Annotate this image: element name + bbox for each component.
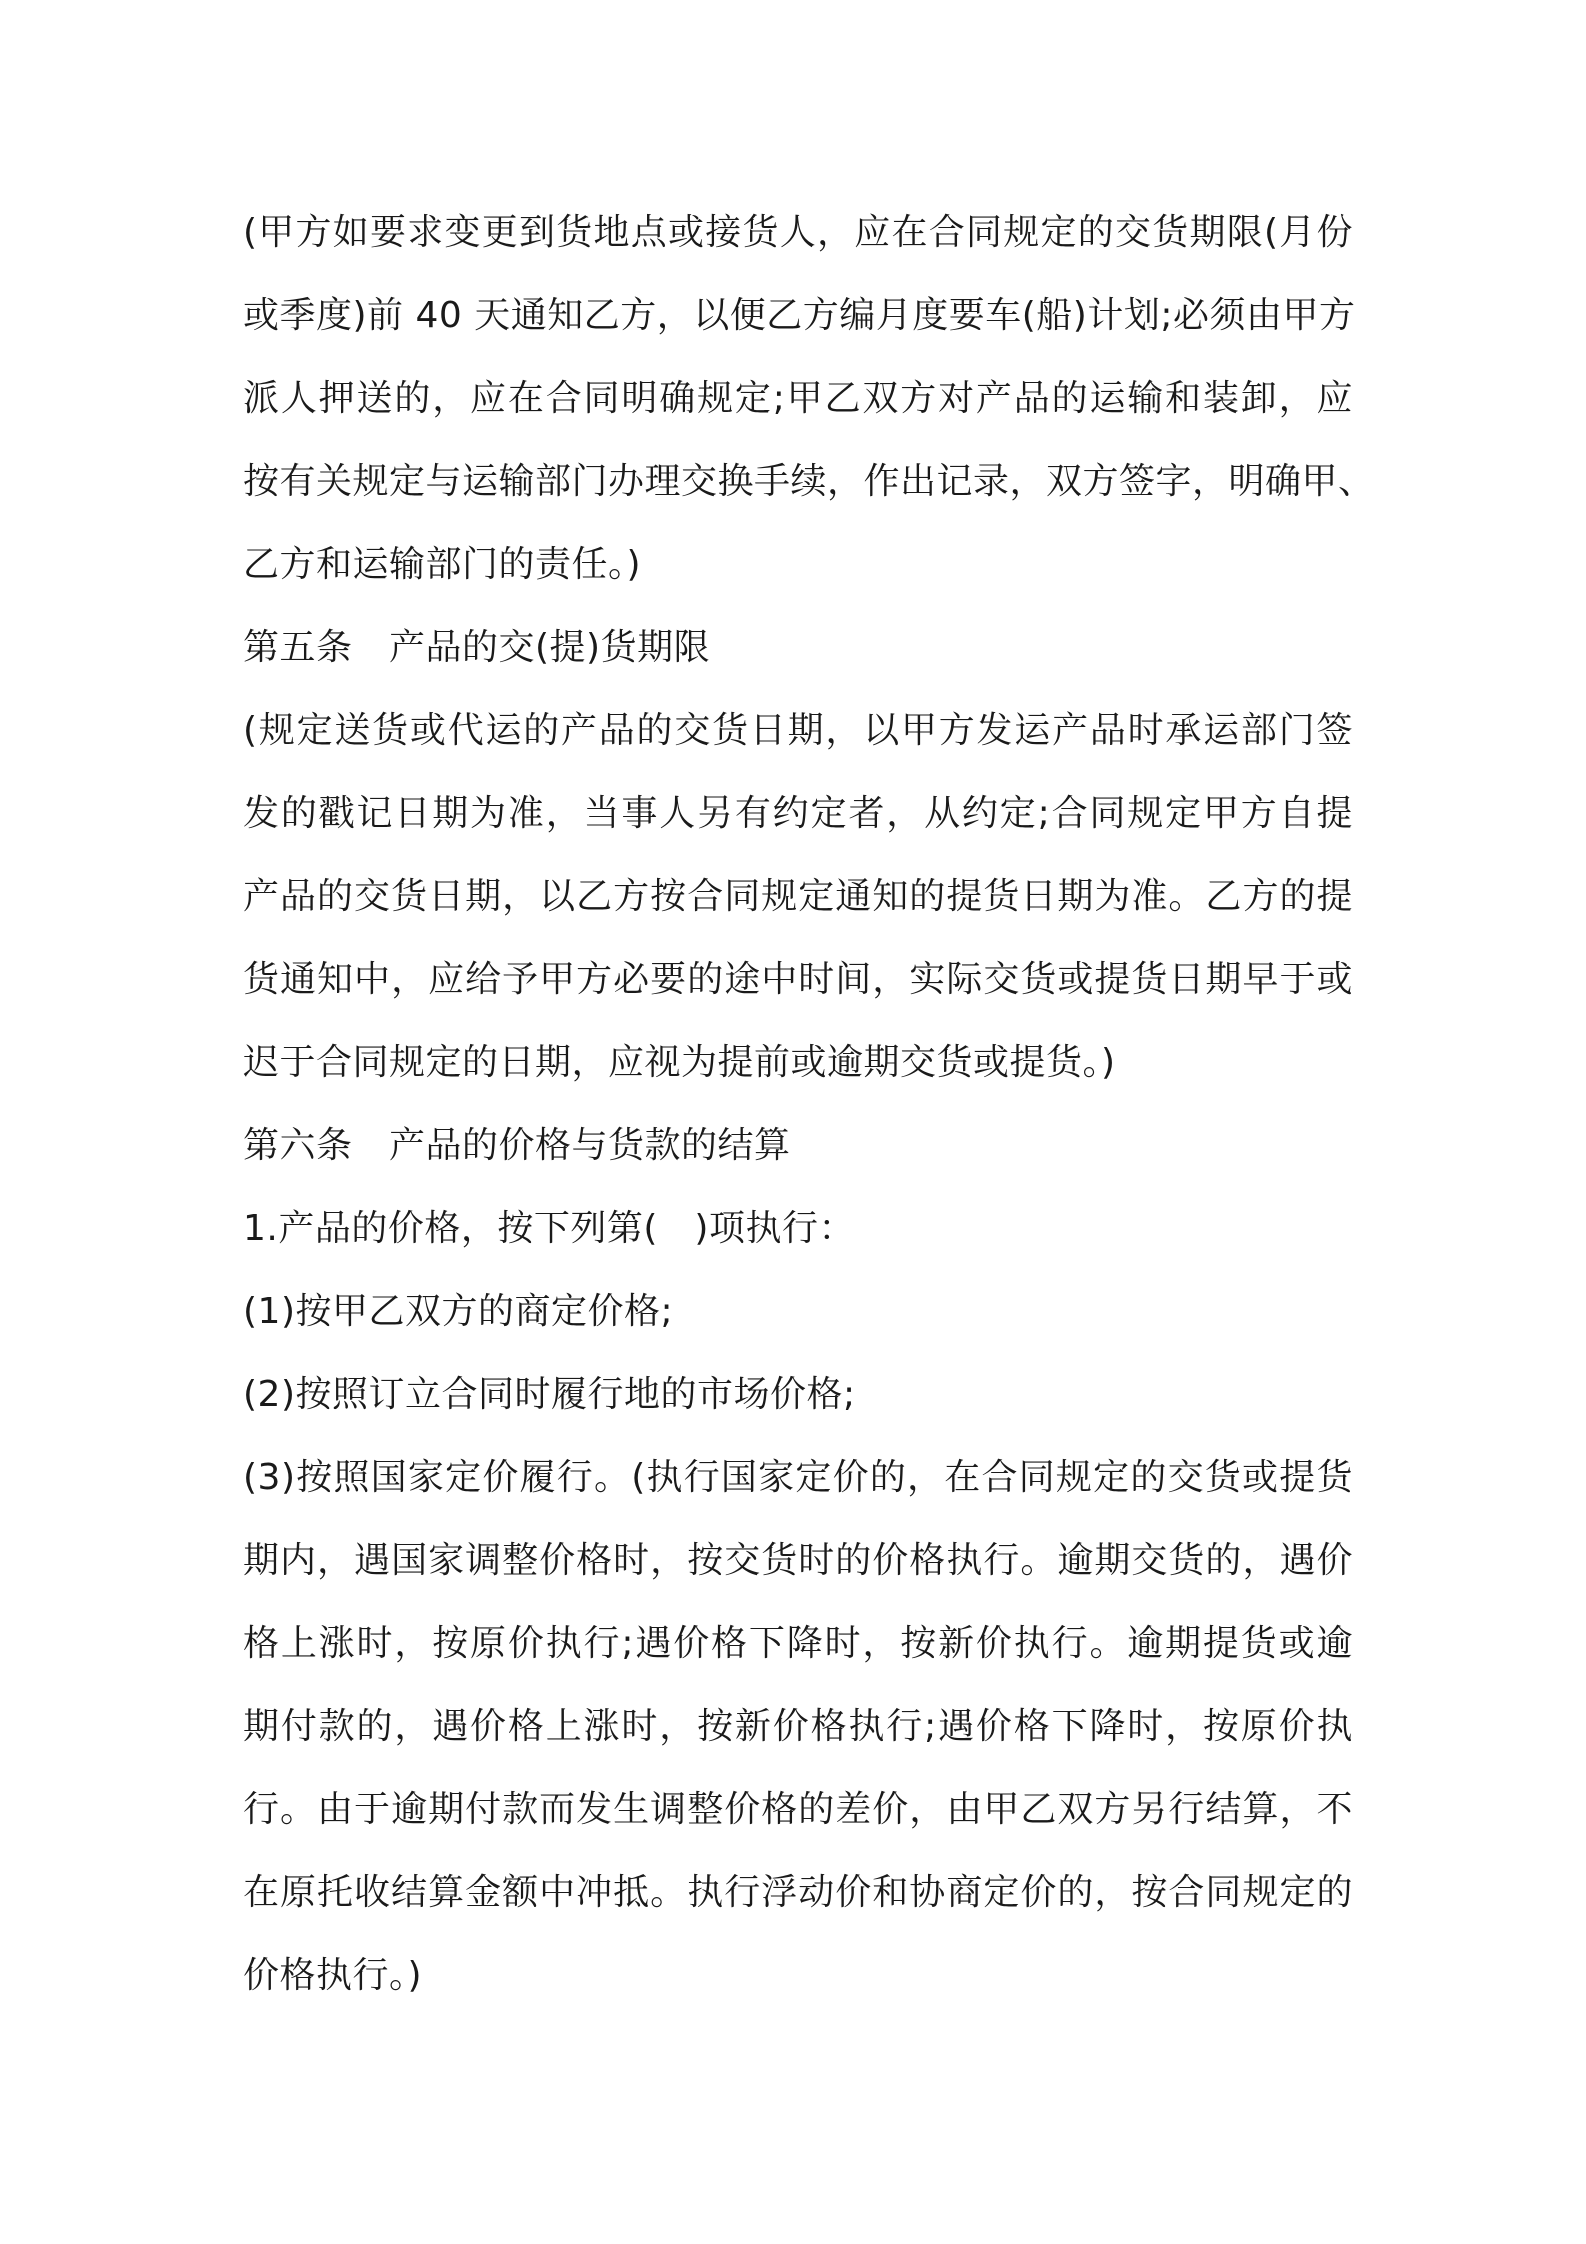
text-line: 按有关规定与运输部门办理交换手续，作出记录，双方签字，明确甲、 bbox=[243, 461, 1375, 502]
text-line: 货通知中，应给予甲方必要的途中时间，实际交货或提货日期早于或 bbox=[243, 959, 1353, 1000]
option-1-text: (1)按甲乙双方的商定价格; bbox=[243, 1291, 674, 1332]
article-5-heading: 第五条 产品的交(提)货期限 bbox=[243, 627, 711, 668]
text-line: 期内，遇国家调整价格时，按交货时的价格执行。逾期交货的，遇价 bbox=[243, 1540, 1353, 1581]
text-line: 或季度)前 40 天通知乙方，以便乙方编月度要车(船)计划;必须由甲方 bbox=[243, 295, 1356, 336]
text-line: 价格执行。) bbox=[243, 1955, 423, 1996]
text-line: 迟于合同规定的日期，应视为提前或逾期交货或提货。) bbox=[243, 1042, 1116, 1083]
contract-text bbox=[243, 203, 1375, 2029]
text-line: 期付款的，遇价格上涨时，按新价格执行;遇价格下降时，按原价执 bbox=[243, 1706, 1353, 1747]
text-line: 发的戳记日期为准，当事人另有约定者，从约定;合同规定甲方自提 bbox=[243, 793, 1353, 834]
clause-1-text: 1.产品的价格，按下列第( )项执行： bbox=[243, 1208, 855, 1249]
text-line: 产品的交货日期，以乙方按合同规定通知的提货日期为准。乙方的提 bbox=[243, 876, 1353, 917]
text-line: 乙方和运输部门的责任。) bbox=[243, 544, 642, 585]
text-line: (规定送货或代运的产品的交货日期，以甲方发运产品时承运部门签 bbox=[243, 710, 1353, 751]
text-line: (甲方如要求变更到货地点或接货人，应在合同规定的交货期限(月份 bbox=[243, 212, 1353, 253]
option-3-text: (3)按照国家定价履行。(执行国家定价的，在合同规定的交货或提货 bbox=[243, 1457, 1353, 1498]
article-6-heading: 第六条 产品的价格与货款的结算 bbox=[243, 1125, 791, 1166]
text-line: 格上涨时，按原价执行;遇价格下降时，按新价执行。逾期提货或逾 bbox=[243, 1623, 1353, 1664]
option-2-text: (2)按照订立合同时履行地的市场价格; bbox=[243, 1374, 856, 1415]
text-line: 在原托收结算金额中冲抵。执行浮动价和协商定价的，按合同规定的 bbox=[243, 1872, 1353, 1913]
text-line: 派人押送的，应在合同明确规定;甲乙双方对产品的运输和装卸，应 bbox=[243, 378, 1353, 419]
text-line: 行。由于逾期付款而发生调整价格的差价，由甲乙双方另行结算，不 bbox=[243, 1789, 1353, 1830]
